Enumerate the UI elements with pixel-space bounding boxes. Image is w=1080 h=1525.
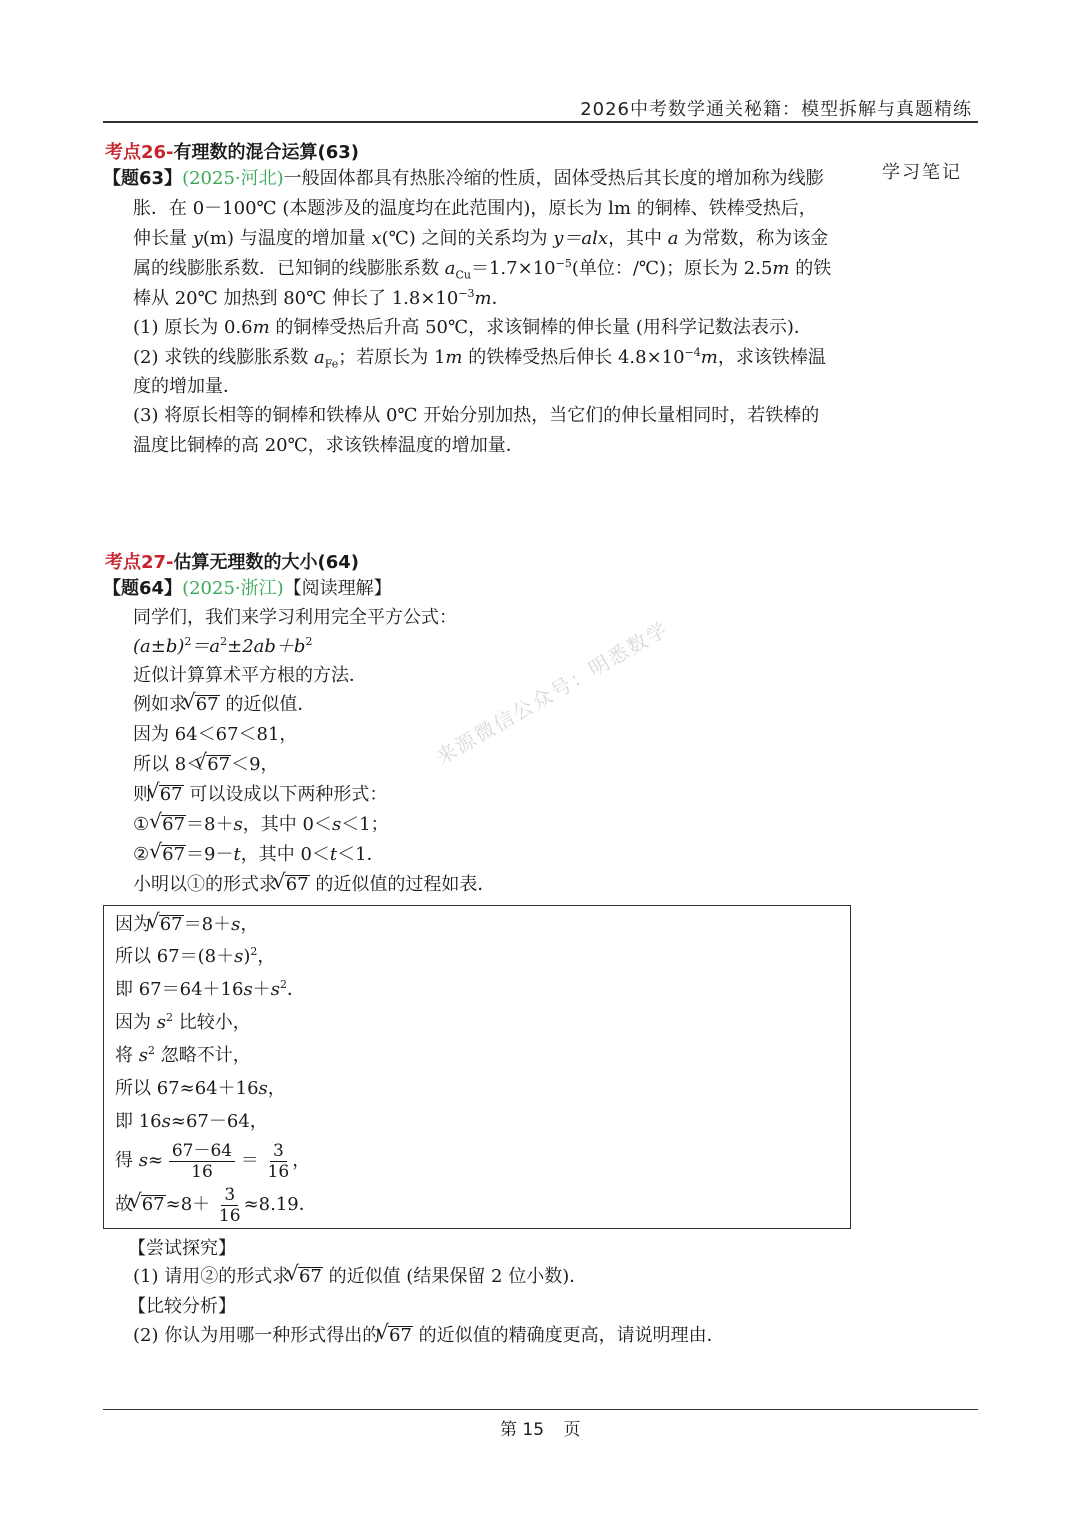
t: ＝8＋	[186, 814, 234, 835]
t: 的铜棒受热后升高 50℃，求该铜棒的伸长量 (用科学记数法表示)．	[269, 317, 812, 338]
try-explore-label: 【尝试探究】	[128, 1238, 236, 1259]
fraction	[216, 1185, 244, 1226]
t: 即 16	[115, 1111, 162, 1132]
t: 所以 8＜	[133, 754, 205, 775]
var-t: t	[329, 844, 338, 865]
q63-part-2-cont: 度的增加量．	[133, 376, 241, 397]
sup: 2	[279, 978, 287, 991]
sup: 2	[165, 1011, 173, 1024]
t: 的近似值 (结果保留 2 位小数)．	[322, 1266, 588, 1287]
t: ．	[286, 979, 305, 1000]
m: ＝a	[191, 636, 221, 657]
t: ．	[491, 288, 510, 309]
box-line-3	[115, 979, 305, 1001]
unit-m: m	[474, 288, 492, 309]
sqrt: √ 67	[141, 1195, 166, 1214]
q64-read-4	[133, 694, 315, 716]
t: ，其中 0＜	[242, 814, 332, 835]
q64-read-10	[133, 874, 495, 896]
fraction	[169, 1141, 235, 1182]
t: (2) 求铁的线膨胀系数	[133, 347, 314, 368]
t: 则	[133, 784, 157, 805]
q63-label: 【题63】	[103, 168, 183, 189]
box-line-9	[115, 1182, 317, 1228]
header-title: 2026中考数学通关秘籍：模型拆解与真题精练	[580, 99, 972, 120]
q63-line-2: 胀．在 0－100℃ (本题涉及的温度均在此范围内)，原长为 lm 的铜棒、铁棒受热后，	[133, 198, 817, 219]
t: ，	[267, 1078, 286, 1099]
t: ≈	[147, 1150, 164, 1171]
t: 为常数，称为该金	[678, 228, 829, 249]
var-a: a	[667, 228, 679, 249]
var-s: s	[138, 1045, 148, 1066]
q64-label: 【题64】	[103, 578, 183, 599]
t: (单位：/℃)；原长为 2.5	[571, 258, 773, 279]
study-notes-label: 学习笔记	[882, 162, 962, 183]
t: ，其中 0＜	[240, 844, 330, 865]
sup: 2	[250, 945, 258, 958]
q64-line-1	[103, 578, 392, 600]
header-divider	[103, 121, 978, 123]
numerator: 67－64	[169, 1141, 235, 1162]
var-s: s	[243, 979, 253, 1000]
q64-read-1: 同学们，我们来学习利用完全平方公式：	[133, 607, 457, 628]
denominator: 16	[267, 1161, 290, 1182]
t: 比较小，	[172, 1012, 251, 1033]
watermark: 来源微信公众号：明悉数学	[432, 616, 673, 770]
var-y: y	[192, 228, 203, 249]
t: ＜1．	[337, 844, 385, 865]
t: 将	[115, 1045, 139, 1066]
sup: 2	[305, 635, 313, 648]
var-a: a	[313, 347, 325, 368]
t: )	[243, 946, 251, 967]
var-t: t	[233, 844, 241, 865]
denominator: 16	[218, 1205, 241, 1226]
section-27-prefix: 考点27-	[105, 552, 174, 573]
t: ，求该铁棒温	[717, 347, 826, 368]
page-number	[500, 1415, 580, 1440]
unit-m: m	[700, 347, 718, 368]
box-line-6	[115, 1078, 286, 1100]
section-27-title: 估算无理数的大小(64)	[173, 552, 360, 573]
var-s: s	[331, 814, 342, 835]
derivation-box	[103, 905, 851, 1229]
q64-read-9	[133, 844, 385, 866]
t: 的铁	[789, 258, 832, 279]
t: ，	[257, 946, 276, 967]
box-line-8	[115, 1138, 310, 1184]
t: ，其中	[608, 228, 668, 249]
q63-part-1	[133, 317, 812, 339]
t: ≈67－64，	[170, 1111, 268, 1132]
q63-part-2	[133, 347, 826, 369]
box-line-5	[115, 1045, 251, 1067]
var-s: s	[233, 814, 243, 835]
compare-label: 【比较分析】	[128, 1296, 236, 1317]
section-26-title: 有理数的混合运算(63)	[173, 142, 360, 163]
t: ，	[240, 914, 259, 935]
t: ＜9，	[231, 754, 279, 775]
t: 得	[115, 1150, 139, 1171]
page-suffix: 页	[563, 1420, 581, 1440]
sup: −4	[684, 346, 701, 359]
t: 小明以①的形式求	[133, 874, 283, 895]
q63-line-3	[133, 228, 828, 250]
unit-m: m	[252, 317, 270, 338]
t: 所以 67＝(8＋	[115, 946, 235, 967]
sqrt: √ 67	[159, 785, 184, 804]
sub: Cu	[455, 268, 471, 282]
numerator: 3	[270, 1141, 287, 1162]
q63-part-3-cont: 温度比铜棒的高 20℃，求该铁棒温度的增加量．	[133, 435, 524, 456]
q63-part-3: (3) 将原长相等的铜棒和铁棒从 0℃ 开始分别加热，当它们的伸长量相同时，若铁棒的	[133, 405, 820, 426]
q64-source: (2025·浙江)	[182, 578, 284, 599]
q64-tag: 【阅读理解】	[283, 578, 392, 599]
box-line-2	[115, 946, 275, 968]
t: ，	[292, 1150, 311, 1171]
sqrt: √ 67	[298, 1267, 323, 1286]
box-line-7	[115, 1111, 268, 1133]
var-s: s	[161, 1111, 171, 1132]
t: ＜1；	[341, 814, 389, 835]
sup: 2	[220, 635, 228, 648]
numerator: 3	[221, 1185, 238, 1206]
t: ≈8.19．	[243, 1194, 317, 1215]
t: (℃) 之间的关系均为	[381, 228, 554, 249]
var-s: s	[270, 979, 280, 1000]
var-s: s	[156, 1012, 166, 1033]
q64-part-1	[133, 1266, 587, 1288]
sqrt: √ 67	[195, 695, 220, 714]
q64-read-2	[133, 636, 312, 658]
q63-source: (2025·河北)	[182, 168, 284, 189]
q63-text: 一般固体都具有热胀冷缩的性质，固体受热后其长度的增加称为线膨	[283, 168, 824, 189]
sup: 2	[147, 1044, 155, 1057]
q64-part-2	[133, 1325, 725, 1347]
t: 因为	[115, 1012, 157, 1033]
t: 可以设成以下两种形式：	[183, 784, 388, 805]
unit-m: m	[445, 347, 463, 368]
t: 故	[115, 1194, 139, 1215]
m: ±2ab＋b	[227, 636, 306, 657]
t: (m) 与温度的增加量	[202, 228, 372, 249]
var-x: x	[371, 228, 382, 249]
sup: −3	[458, 287, 475, 300]
unit-m: m	[772, 258, 790, 279]
section-27-heading	[105, 548, 359, 574]
sqrt: √ 67	[161, 815, 186, 834]
q64-read-3: 近似计算算术平方根的方法．	[133, 665, 367, 686]
sqrt: √ 67	[161, 845, 186, 864]
sqrt: √ 67	[159, 915, 184, 934]
sqrt: √ 67	[388, 1326, 413, 1345]
t: ①	[133, 814, 150, 835]
var-a: a	[444, 258, 456, 279]
t: (1) 原长为 0.6	[133, 317, 253, 338]
t: 棒从 20℃ 加热到 80℃ 伸长了 1.8×10	[133, 288, 459, 309]
t: 的铁棒受热后伸长 4.8×10	[462, 347, 685, 368]
q64-read-8	[133, 814, 389, 836]
t: 所以 67≈64＋16	[115, 1078, 259, 1099]
t: (1) 请用②的形式求	[133, 1266, 296, 1287]
q64-read-7	[133, 784, 387, 806]
t: 的近似值的过程如表．	[309, 874, 496, 895]
q63-line-5	[133, 288, 510, 310]
box-line-4	[115, 1012, 251, 1034]
t: 即 67＝64＋16	[115, 979, 244, 1000]
t: (2) 你认为用哪一种形式得出的	[133, 1325, 386, 1346]
footer-divider	[103, 1409, 978, 1410]
t: ＝9－	[186, 844, 234, 865]
t: 属的线膨胀系数．已知铜的线膨胀系数	[133, 258, 445, 279]
section-26-heading	[105, 138, 359, 164]
t: 伸长量	[133, 228, 193, 249]
t: 的近似值的精确度更高，请说明理由．	[412, 1325, 725, 1346]
var-s: s	[234, 946, 244, 967]
t: 忽略不计，	[154, 1045, 251, 1066]
denominator: 16	[191, 1161, 213, 1182]
t: 因为	[115, 914, 157, 935]
t: ≈8＋	[165, 1194, 211, 1215]
t: ；若原长为 1	[338, 347, 446, 368]
sup: −5	[555, 257, 572, 270]
fraction	[265, 1141, 293, 1182]
page-value: 15	[522, 1420, 545, 1440]
var-s: s	[231, 914, 241, 935]
section-26-prefix: 考点26-	[105, 142, 174, 163]
sub: Fe	[324, 357, 339, 371]
page-prefix: 第	[500, 1420, 517, 1440]
t: 的近似值．	[219, 694, 316, 715]
t: ＝8＋	[183, 914, 232, 935]
t: ＝	[240, 1150, 259, 1171]
t: 例如求	[133, 694, 193, 715]
q64-read-5: 因为 64＜67＜81，	[133, 724, 298, 745]
sqrt: √ 67	[285, 875, 310, 894]
q63-line-4	[133, 258, 831, 280]
q64-read-6	[133, 754, 279, 776]
var-s: s	[258, 1078, 268, 1099]
formula: y＝alx	[553, 228, 609, 249]
box-line-1	[115, 914, 258, 936]
sqrt: √ 67	[206, 755, 231, 774]
t: ＝1.7×10	[470, 258, 556, 279]
q63-line-1	[103, 168, 824, 190]
t: ＋	[252, 979, 271, 1000]
var-s: s	[138, 1150, 148, 1171]
sup: 2	[184, 635, 192, 648]
m: (a±b)	[133, 636, 185, 657]
t: ②	[133, 844, 150, 865]
